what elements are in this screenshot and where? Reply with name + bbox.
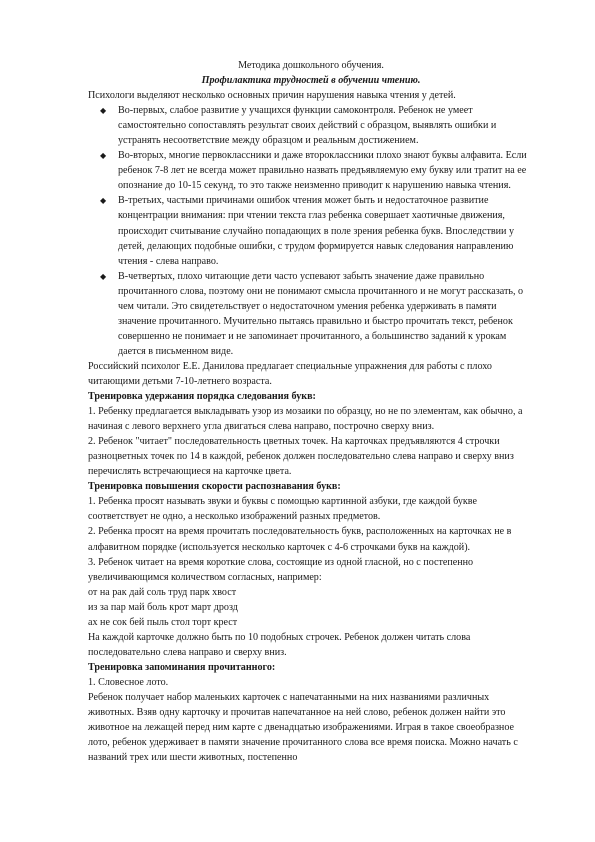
section2-item: 2. Ребенка просят на время прочитать последовательность букв, расположенных на карточках не в алфавитном порядке (используется несколько карточек с 4-6 строчками букв на каждой). bbox=[88, 526, 512, 553]
document-title: Методика дошкольного обучения. bbox=[238, 60, 384, 71]
document-page bbox=[88, 58, 534, 765]
list-item bbox=[88, 148, 534, 193]
section2-item: 3. Ребенок читает на время короткие слова, состоящие из одной гласной, но с постепенно увеличивающимся количеством согласных, например: bbox=[88, 556, 474, 583]
section2-item: 1. Ребенка просят называть звуки и буквы с помощью картинной азбуки, где каждой букве соответствует не одно, а несколько изображений разных предметов. bbox=[88, 496, 477, 523]
section2-after: На каждой карточке должно быть по 10 подобных строчек. Ребенок должен читать слова последовательно слева направо и сверху вниз. bbox=[88, 631, 471, 658]
list-item-text: Во-вторых, многие первоклассники и даже второклассники плохо знают буквы алфавита. Если ребенок 7-8 лет не всегда может правильно назвать предъявляемую ему букву или тратит на ее опознание до 10-15 секунд, то это также неизменно приводит к нарушению навыка чтения. bbox=[118, 150, 527, 192]
list-item-text: Во-первых, слабое развитие у учащихся функции самоконтроля. Ребенок не умеет самостоятельно сопоставлять результат своих действий с образцом, выявлять ошибки и устранять несоответствие между образцом и реальным достижением. bbox=[118, 105, 497, 147]
word-line: от на рак дай соль труд парк хвост bbox=[88, 586, 237, 598]
word-line: ах не сок бей пыль стол торт крест bbox=[88, 616, 238, 628]
bullet-icon: ◆ bbox=[100, 106, 107, 116]
list-item bbox=[88, 193, 534, 268]
section3-text: Ребенок получает набор маленьких карточек с напечатанными на них названиями различных животных. Взяв одну карточку и прочитав напечатанное на ней слово, ребенок должен найти это животное на лежащей перед ним карте с двенадцатью изображениями. Играя в такое своеобразное лото, ребенок удерживает в памяти значение прочитанного слова все время поиска. Можно начать с названий трех или шести животных, постепенно bbox=[88, 691, 518, 764]
list-item bbox=[88, 269, 534, 359]
section3-heading: Тренировка запоминания прочитанного: bbox=[88, 661, 276, 673]
bullet-icon: ◆ bbox=[100, 196, 107, 206]
intro-paragraph: Психологи выделяют несколько основных причин нарушения навыка чтения у детей. bbox=[88, 90, 456, 102]
list-item-text: В-третьих, частыми причинами ошибок чтения может быть и недостаточное развитие концентрации внимания: при чтении текста глаз ребенка совершает хаотичные движения, происходит считывание случайно попадающих в поле зрения ребенка букв. Впоследствии у детей, делающих подобные ошибки, с трудом формируется навык следования направлению чтения - слева направо. bbox=[118, 195, 515, 267]
danilova-paragraph: Российский психолог Е.Е. Данилова предлагает специальные упражнения для работы с плохо читающими детьми 7-10-летнего возраста. bbox=[88, 360, 492, 387]
bullet-icon: ◆ bbox=[100, 151, 107, 161]
causes-list bbox=[88, 103, 534, 359]
section1-item: 1. Ребенку предлагается выкладывать узор из мозаики по образцу, но не по элементам, как обычно, а начиная с левого верхнего угла двигаться слева направо, построчно сверху вниз. bbox=[88, 406, 523, 433]
section1-heading: Тренировка удержания порядка следования букв: bbox=[88, 391, 316, 403]
section1-item: 2. Ребенок "читает" последовательность цветных точек. На карточках предъявляются 4 строчки разноцветных точек по 14 в каждой, ребенок должен последовательно слева направо и сверху вниз перечислять встречающиеся на карточке цвета. bbox=[88, 436, 514, 478]
document-subtitle: Профилактика трудностей в обучении чтению. bbox=[201, 75, 421, 87]
list-item-text: В-четвертых, плохо читающие дети часто успевают забыть значение даже правильно прочитанного слова, поэтому они не понимают смысла прочитанного и не могут рассказать, о чем читали. Это свидетельствует о недостаточном умения ребенка удерживать в памяти значение прочитанного. Мучительно пытаясь правильно и быстро прочитать текст, ребенок совершенно не понимает и не запоминает прочитанного, а большинство заданий к урокам дается в письменном виде. bbox=[118, 270, 524, 357]
section2-heading: Тренировка повышения скорости распознавания букв: bbox=[88, 481, 341, 493]
word-line: из за пар май боль крот март дрозд bbox=[88, 601, 238, 613]
bullet-icon: ◆ bbox=[100, 271, 107, 281]
list-item bbox=[88, 103, 534, 148]
section3-item-title: 1. Словесное лото. bbox=[88, 676, 169, 688]
